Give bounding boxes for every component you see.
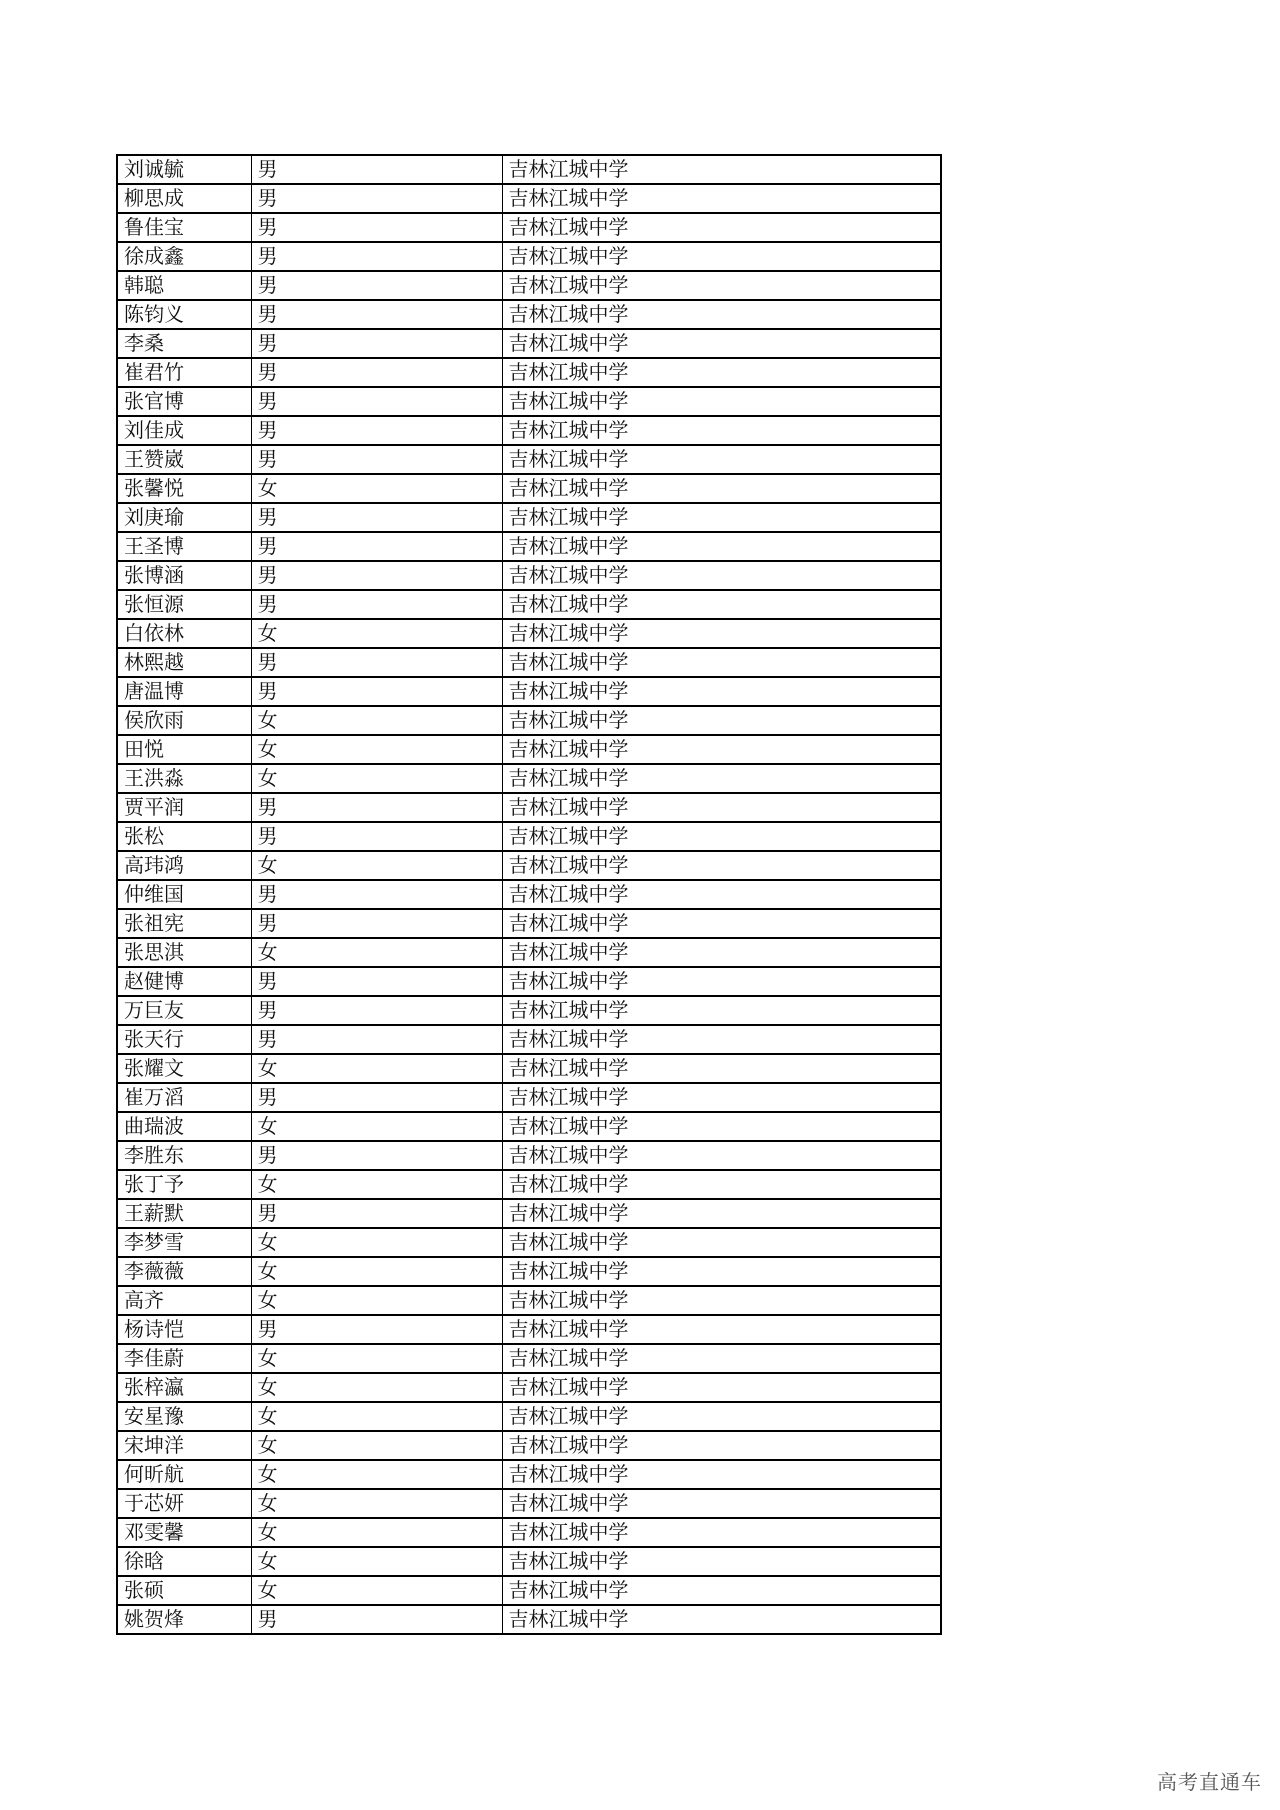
school-cell: 吉林江城中学: [502, 677, 941, 706]
school-cell: 吉林江城中学: [502, 1141, 941, 1170]
table-row: [117, 416, 941, 445]
table-row: [117, 503, 941, 532]
student-name-cell: 于芯妍: [117, 1489, 251, 1518]
student-name-cell: 李梦雪: [117, 1228, 251, 1257]
gender-cell: 男: [251, 445, 502, 474]
gender-cell: 男: [251, 503, 502, 532]
school-cell: 吉林江城中学: [502, 909, 941, 938]
school-cell: 吉林江城中学: [502, 329, 941, 358]
gender-cell: 男: [251, 880, 502, 909]
table-row: [117, 242, 941, 271]
school-cell: 吉林江城中学: [502, 590, 941, 619]
table-row: [117, 1141, 941, 1170]
student-name-cell: 王洪淼: [117, 764, 251, 793]
gender-cell: 女: [251, 1431, 502, 1460]
school-cell: 吉林江城中学: [502, 1431, 941, 1460]
table-row: [117, 329, 941, 358]
student-name-cell: 张官博: [117, 387, 251, 416]
school-cell: 吉林江城中学: [502, 1257, 941, 1286]
gender-cell: 男: [251, 1199, 502, 1228]
table-row: [117, 358, 941, 387]
school-cell: 吉林江城中学: [502, 300, 941, 329]
table-row: [117, 532, 941, 561]
table-row: [117, 1170, 941, 1199]
student-name-cell: 姚贺烽: [117, 1605, 251, 1634]
student-name-cell: 高齐: [117, 1286, 251, 1315]
gender-cell: 女: [251, 706, 502, 735]
table-row: [117, 1431, 941, 1460]
gender-cell: 男: [251, 416, 502, 445]
school-cell: 吉林江城中学: [502, 706, 941, 735]
gender-cell: 女: [251, 1170, 502, 1199]
student-name-cell: 王赞崴: [117, 445, 251, 474]
gender-cell: 女: [251, 851, 502, 880]
school-cell: 吉林江城中学: [502, 503, 941, 532]
table-row: [117, 851, 941, 880]
school-cell: 吉林江城中学: [502, 1576, 941, 1605]
table-row: [117, 967, 941, 996]
watermark-text: 高考直通车: [1157, 1770, 1262, 1794]
student-name-cell: 赵健博: [117, 967, 251, 996]
school-cell: 吉林江城中学: [502, 1373, 941, 1402]
school-cell: 吉林江城中学: [502, 1518, 941, 1547]
student-name-cell: 安星豫: [117, 1402, 251, 1431]
table-row: [117, 996, 941, 1025]
table-row: [117, 1460, 941, 1489]
school-cell: 吉林江城中学: [502, 822, 941, 851]
gender-cell: 女: [251, 735, 502, 764]
gender-cell: 女: [251, 1576, 502, 1605]
school-cell: 吉林江城中学: [502, 1460, 941, 1489]
gender-cell: 男: [251, 967, 502, 996]
gender-cell: 女: [251, 1054, 502, 1083]
table-row: [117, 909, 941, 938]
gender-cell: 男: [251, 909, 502, 938]
gender-cell: 男: [251, 358, 502, 387]
table-row: [117, 1315, 941, 1344]
student-name-cell: 曲瑞波: [117, 1112, 251, 1141]
school-cell: 吉林江城中学: [502, 1054, 941, 1083]
gender-cell: 男: [251, 1605, 502, 1634]
table-row: [117, 764, 941, 793]
school-cell: 吉林江城中学: [502, 445, 941, 474]
table-row: [117, 155, 941, 184]
student-name-cell: 张丁予: [117, 1170, 251, 1199]
student-name-cell: 仲维国: [117, 880, 251, 909]
gender-cell: 女: [251, 1489, 502, 1518]
student-roster-table: [116, 154, 942, 1635]
student-name-cell: 张梓瀛: [117, 1373, 251, 1402]
student-name-cell: 王圣博: [117, 532, 251, 561]
table-row: [117, 822, 941, 851]
table-row: [117, 793, 941, 822]
student-roster-body: [117, 155, 941, 1634]
student-name-cell: 张祖宪: [117, 909, 251, 938]
school-cell: 吉林江城中学: [502, 967, 941, 996]
gender-cell: 女: [251, 619, 502, 648]
table-row: [117, 735, 941, 764]
student-name-cell: 李胜东: [117, 1141, 251, 1170]
school-cell: 吉林江城中学: [502, 184, 941, 213]
table-row: [117, 938, 941, 967]
gender-cell: 男: [251, 387, 502, 416]
student-name-cell: 柳思成: [117, 184, 251, 213]
table-row: [117, 1576, 941, 1605]
gender-cell: 男: [251, 300, 502, 329]
gender-cell: 男: [251, 532, 502, 561]
school-cell: 吉林江城中学: [502, 648, 941, 677]
school-cell: 吉林江城中学: [502, 1112, 941, 1141]
student-name-cell: 何昕航: [117, 1460, 251, 1489]
school-cell: 吉林江城中学: [502, 1402, 941, 1431]
student-name-cell: 林熙越: [117, 648, 251, 677]
gender-cell: 男: [251, 561, 502, 590]
student-name-cell: 白依林: [117, 619, 251, 648]
student-name-cell: 李佳蔚: [117, 1344, 251, 1373]
gender-cell: 男: [251, 1315, 502, 1344]
table-row: [117, 271, 941, 300]
school-cell: 吉林江城中学: [502, 213, 941, 242]
table-row: [117, 1054, 941, 1083]
student-name-cell: 刘佳成: [117, 416, 251, 445]
school-cell: 吉林江城中学: [502, 619, 941, 648]
table-row: [117, 880, 941, 909]
student-name-cell: 唐温博: [117, 677, 251, 706]
gender-cell: 男: [251, 155, 502, 184]
school-cell: 吉林江城中学: [502, 1605, 941, 1634]
table-row: [117, 706, 941, 735]
table-row: [117, 1257, 941, 1286]
table-row: [117, 1199, 941, 1228]
table-row: [117, 1605, 941, 1634]
student-name-cell: 王薪默: [117, 1199, 251, 1228]
student-name-cell: 张馨悦: [117, 474, 251, 503]
school-cell: 吉林江城中学: [502, 735, 941, 764]
school-cell: 吉林江城中学: [502, 1286, 941, 1315]
table-row: [117, 590, 941, 619]
table-row: [117, 561, 941, 590]
gender-cell: 女: [251, 1286, 502, 1315]
table-row: [117, 474, 941, 503]
student-name-cell: 邓雯馨: [117, 1518, 251, 1547]
student-name-cell: 万巨友: [117, 996, 251, 1025]
school-cell: 吉林江城中学: [502, 271, 941, 300]
school-cell: 吉林江城中学: [502, 1489, 941, 1518]
gender-cell: 男: [251, 590, 502, 619]
student-name-cell: 崔君竹: [117, 358, 251, 387]
school-cell: 吉林江城中学: [502, 1344, 941, 1373]
gender-cell: 女: [251, 474, 502, 503]
gender-cell: 男: [251, 329, 502, 358]
gender-cell: 女: [251, 1518, 502, 1547]
gender-cell: 男: [251, 271, 502, 300]
table-row: [117, 1286, 941, 1315]
student-name-cell: 贾平润: [117, 793, 251, 822]
table-row: [117, 387, 941, 416]
gender-cell: 男: [251, 1083, 502, 1112]
gender-cell: 女: [251, 1228, 502, 1257]
gender-cell: 女: [251, 938, 502, 967]
school-cell: 吉林江城中学: [502, 1228, 941, 1257]
table-row: [117, 677, 941, 706]
table-row: [117, 1083, 941, 1112]
student-name-cell: 杨诗恺: [117, 1315, 251, 1344]
table-row: [117, 300, 941, 329]
school-cell: 吉林江城中学: [502, 1315, 941, 1344]
school-cell: 吉林江城中学: [502, 532, 941, 561]
gender-cell: 女: [251, 1112, 502, 1141]
student-name-cell: 张天行: [117, 1025, 251, 1054]
student-name-cell: 崔万滔: [117, 1083, 251, 1112]
student-name-cell: 张松: [117, 822, 251, 851]
school-cell: 吉林江城中学: [502, 1547, 941, 1576]
gender-cell: 男: [251, 242, 502, 271]
school-cell: 吉林江城中学: [502, 1025, 941, 1054]
table-row: [117, 1402, 941, 1431]
student-name-cell: 陈钧义: [117, 300, 251, 329]
gender-cell: 女: [251, 1344, 502, 1373]
table-row: [117, 1112, 941, 1141]
school-cell: 吉林江城中学: [502, 474, 941, 503]
student-name-cell: 李薇薇: [117, 1257, 251, 1286]
gender-cell: 女: [251, 764, 502, 793]
student-name-cell: 张恒源: [117, 590, 251, 619]
gender-cell: 男: [251, 996, 502, 1025]
school-cell: 吉林江城中学: [502, 880, 941, 909]
school-cell: 吉林江城中学: [502, 996, 941, 1025]
table-row: [117, 1547, 941, 1576]
table-row: [117, 1228, 941, 1257]
gender-cell: 女: [251, 1547, 502, 1576]
table-row: [117, 445, 941, 474]
school-cell: 吉林江城中学: [502, 155, 941, 184]
school-cell: 吉林江城中学: [502, 793, 941, 822]
student-name-cell: 刘庚瑜: [117, 503, 251, 532]
school-cell: 吉林江城中学: [502, 1170, 941, 1199]
gender-cell: 男: [251, 1141, 502, 1170]
student-name-cell: 侯欣雨: [117, 706, 251, 735]
school-cell: 吉林江城中学: [502, 242, 941, 271]
gender-cell: 男: [251, 1025, 502, 1054]
student-name-cell: 韩聪: [117, 271, 251, 300]
student-name-cell: 张博涵: [117, 561, 251, 590]
table-row: [117, 648, 941, 677]
table-row: [117, 619, 941, 648]
student-name-cell: 张思淇: [117, 938, 251, 967]
gender-cell: 女: [251, 1257, 502, 1286]
school-cell: 吉林江城中学: [502, 938, 941, 967]
gender-cell: 女: [251, 1460, 502, 1489]
student-name-cell: 李桑: [117, 329, 251, 358]
gender-cell: 女: [251, 1373, 502, 1402]
table-row: [117, 213, 941, 242]
school-cell: 吉林江城中学: [502, 561, 941, 590]
school-cell: 吉林江城中学: [502, 358, 941, 387]
gender-cell: 男: [251, 677, 502, 706]
student-name-cell: 徐晗: [117, 1547, 251, 1576]
student-name-cell: 高玮鸿: [117, 851, 251, 880]
gender-cell: 男: [251, 822, 502, 851]
student-name-cell: 宋坤洋: [117, 1431, 251, 1460]
table-row: [117, 1344, 941, 1373]
gender-cell: 男: [251, 648, 502, 677]
student-name-cell: 田悦: [117, 735, 251, 764]
gender-cell: 男: [251, 213, 502, 242]
school-cell: 吉林江城中学: [502, 387, 941, 416]
table-row: [117, 1489, 941, 1518]
table-row: [117, 1025, 941, 1054]
student-name-cell: 徐成鑫: [117, 242, 251, 271]
table-row: [117, 184, 941, 213]
school-cell: 吉林江城中学: [502, 416, 941, 445]
gender-cell: 男: [251, 184, 502, 213]
school-cell: 吉林江城中学: [502, 851, 941, 880]
gender-cell: 男: [251, 793, 502, 822]
school-cell: 吉林江城中学: [502, 1083, 941, 1112]
table-row: [117, 1518, 941, 1547]
student-name-cell: 刘诚毓: [117, 155, 251, 184]
student-name-cell: 张耀文: [117, 1054, 251, 1083]
school-cell: 吉林江城中学: [502, 764, 941, 793]
gender-cell: 女: [251, 1402, 502, 1431]
school-cell: 吉林江城中学: [502, 1199, 941, 1228]
student-name-cell: 鲁佳宝: [117, 213, 251, 242]
student-name-cell: 张硕: [117, 1576, 251, 1605]
table-row: [117, 1373, 941, 1402]
